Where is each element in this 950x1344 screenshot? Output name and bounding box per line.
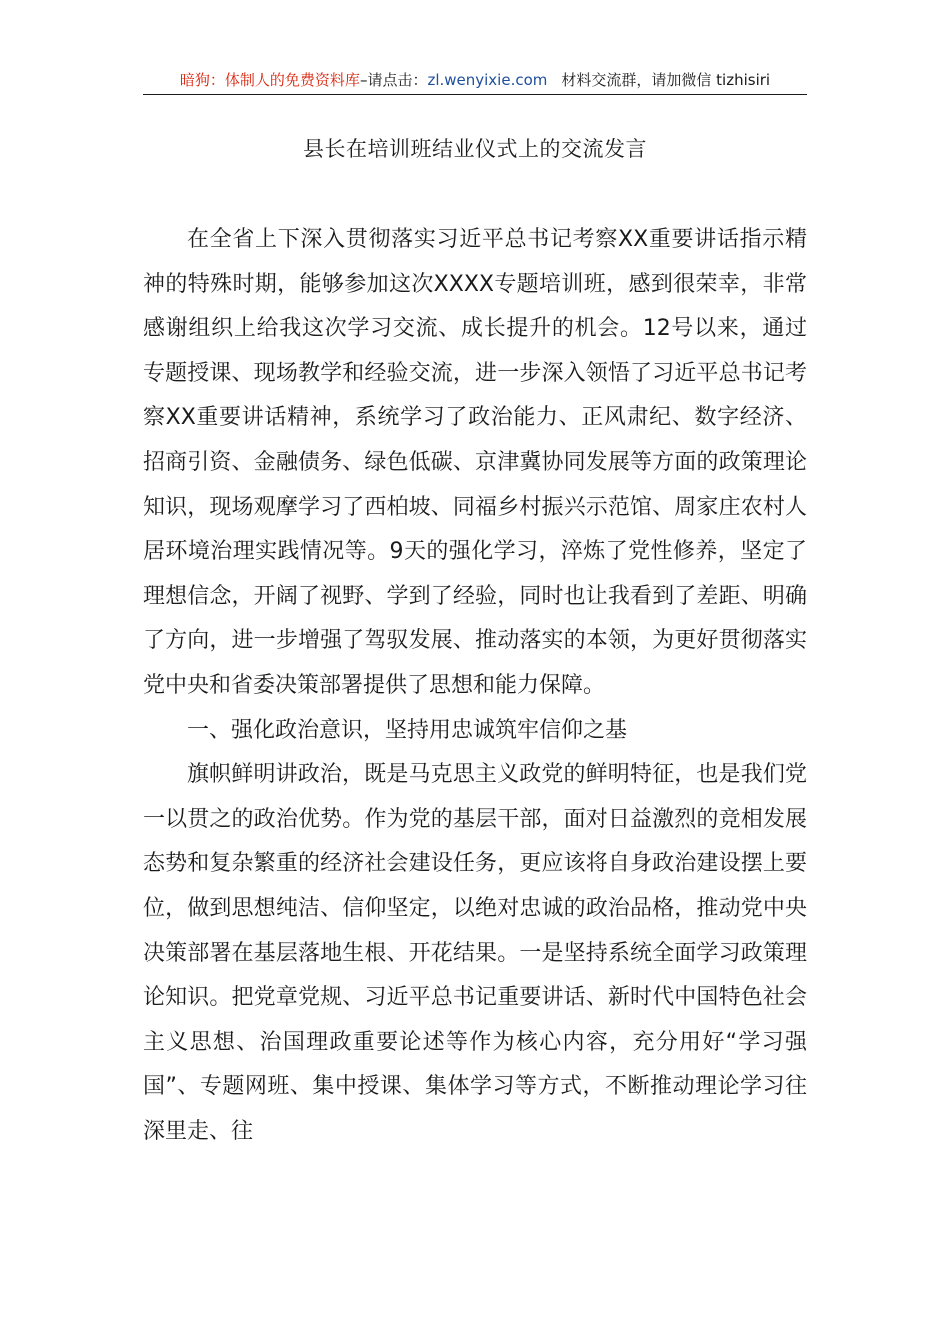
document-body (143, 218, 807, 1154)
document-title: 县长在培训班结业仪式上的交流发言 (303, 137, 647, 161)
section-heading: 一、强化政治意识，坚持用忠诚筑牢信仰之基 (187, 717, 628, 743)
header-link[interactable]: zl.wenyixie.com (427, 71, 548, 89)
page-header (0, 70, 950, 90)
paragraph-section-1: 旗帜鲜明讲政治，既是马克思主义政党的鲜明特征，也是我们党一以贯之的政治优势。作为党的基层干部，面对日益激烈的竞相发展态势和复杂繁重的经济社会建设任务，更应该将自身政治建设摆上要位，做到思想纯洁、信仰坚定，以绝对忠诚的政治品格，推动党中央决策部署在基层落地生根、开花结果。一是坚持系统全面学习政策理论知识。把党章党规、习近平总书记重要讲话、新时代中国特色社会主义思想、治国理政重要论述等作为核心内容，充分用好“学习强国”、专题网班、集中授课、集体学习等方式，不断推动理论学习往深里走、往 (143, 762, 807, 1144)
header-contact: 材料交流群，请加微信 tizhisiri (561, 71, 771, 89)
header-prompt: –请点击： (359, 71, 428, 89)
paragraph-intro: 在全省上下深入贯彻落实习近平总书记考察XX重要讲话指示精神的特殊时期，能够参加这次XXXX专题培训班，感到很荣幸，非常感谢组织上给我这次学习交流、成长提升的机会。12号以来，通过专题授课、现场教学和经验交流，进一步深入领悟了习近平总书记考察XX重要讲话精神，系统学习了政治能力、正风肃纪、数字经济、招商引资、金融债务、绿色低碳、京津冀协同发展等方面的政策理论知识，现场观摩学习了西柏坡、同福乡村振兴示范馆、周家庄农村人居环境治理实践情况等。9天的强化学习，淬炼了党性修养，坚定了理想信念，开阔了视野、学到了经验，同时也让我看到了差距、明确了方向，进一步增强了驾驭发展、推动落实的本领，为更好贯彻落实党中央和省委决策部署提供了思想和能力保障。 (143, 227, 807, 698)
header-brand: 暗狗：体制人的免费资料库 (179, 71, 360, 89)
header-divider (143, 94, 807, 95)
